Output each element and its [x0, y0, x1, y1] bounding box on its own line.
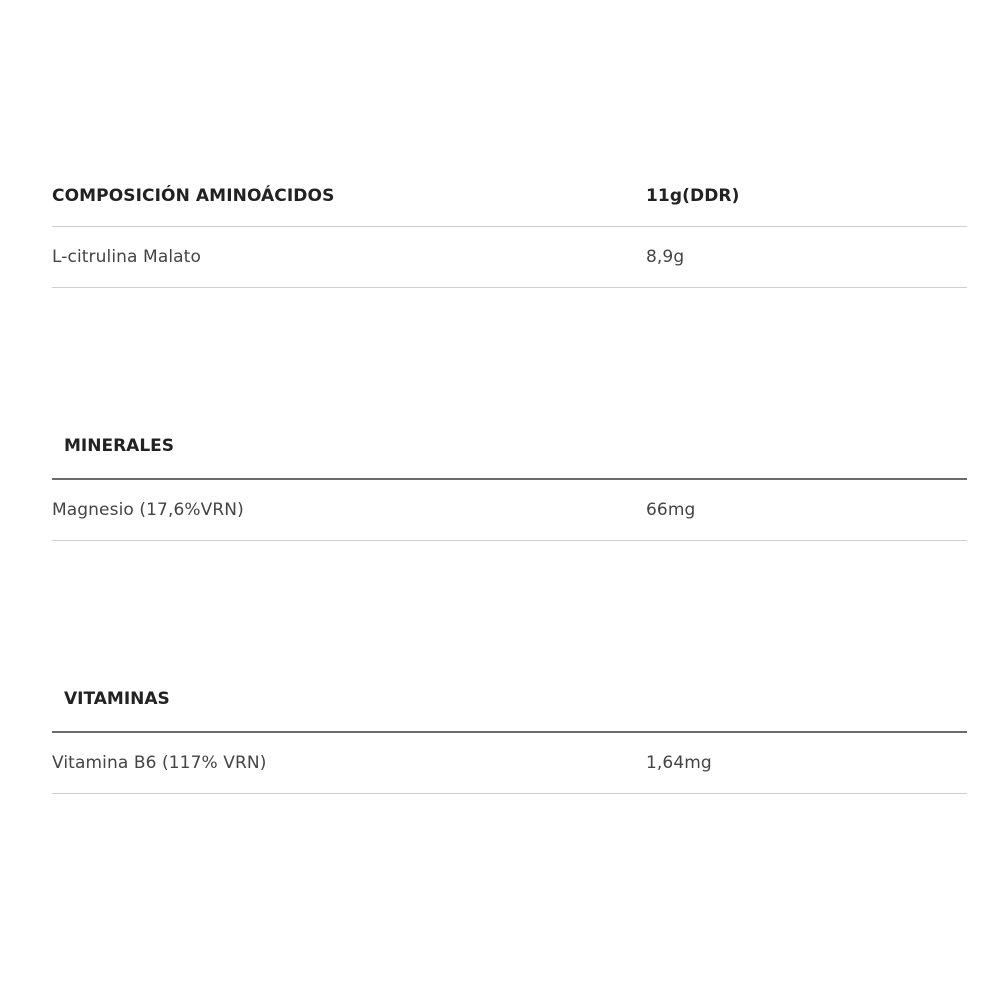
nutrient-amount: 66mg [646, 500, 696, 520]
vitamins-table [52, 666, 967, 794]
minerals-title: MINERALES [64, 436, 175, 456]
nutrient-amount: 8,9g [646, 247, 685, 267]
table-row [52, 227, 967, 287]
minerals-table [52, 414, 967, 541]
amino-acids-table [52, 166, 967, 288]
vitamins-title: VITAMINAS [64, 688, 170, 709]
nutrient-amount: 1,64mg [646, 753, 712, 773]
minerals-title-row [52, 414, 967, 478]
table-row [52, 733, 967, 793]
amino-acids-header-label: COMPOSICIÓN AMINOÁCIDOS [52, 186, 335, 206]
nutrient-name: L-citrulina Malato [52, 247, 201, 267]
vitamins-title-row [52, 666, 967, 731]
nutrient-name: Magnesio (17,6%VRN) [52, 500, 244, 520]
divider [52, 287, 967, 288]
amino-acids-header-value: 11g(DDR) [646, 186, 740, 206]
divider [52, 793, 967, 794]
divider [52, 540, 967, 541]
table-row [52, 480, 967, 540]
nutrient-name: Vitamina B6 (117% VRN) [52, 753, 267, 773]
amino-acids-header-row [52, 166, 967, 226]
